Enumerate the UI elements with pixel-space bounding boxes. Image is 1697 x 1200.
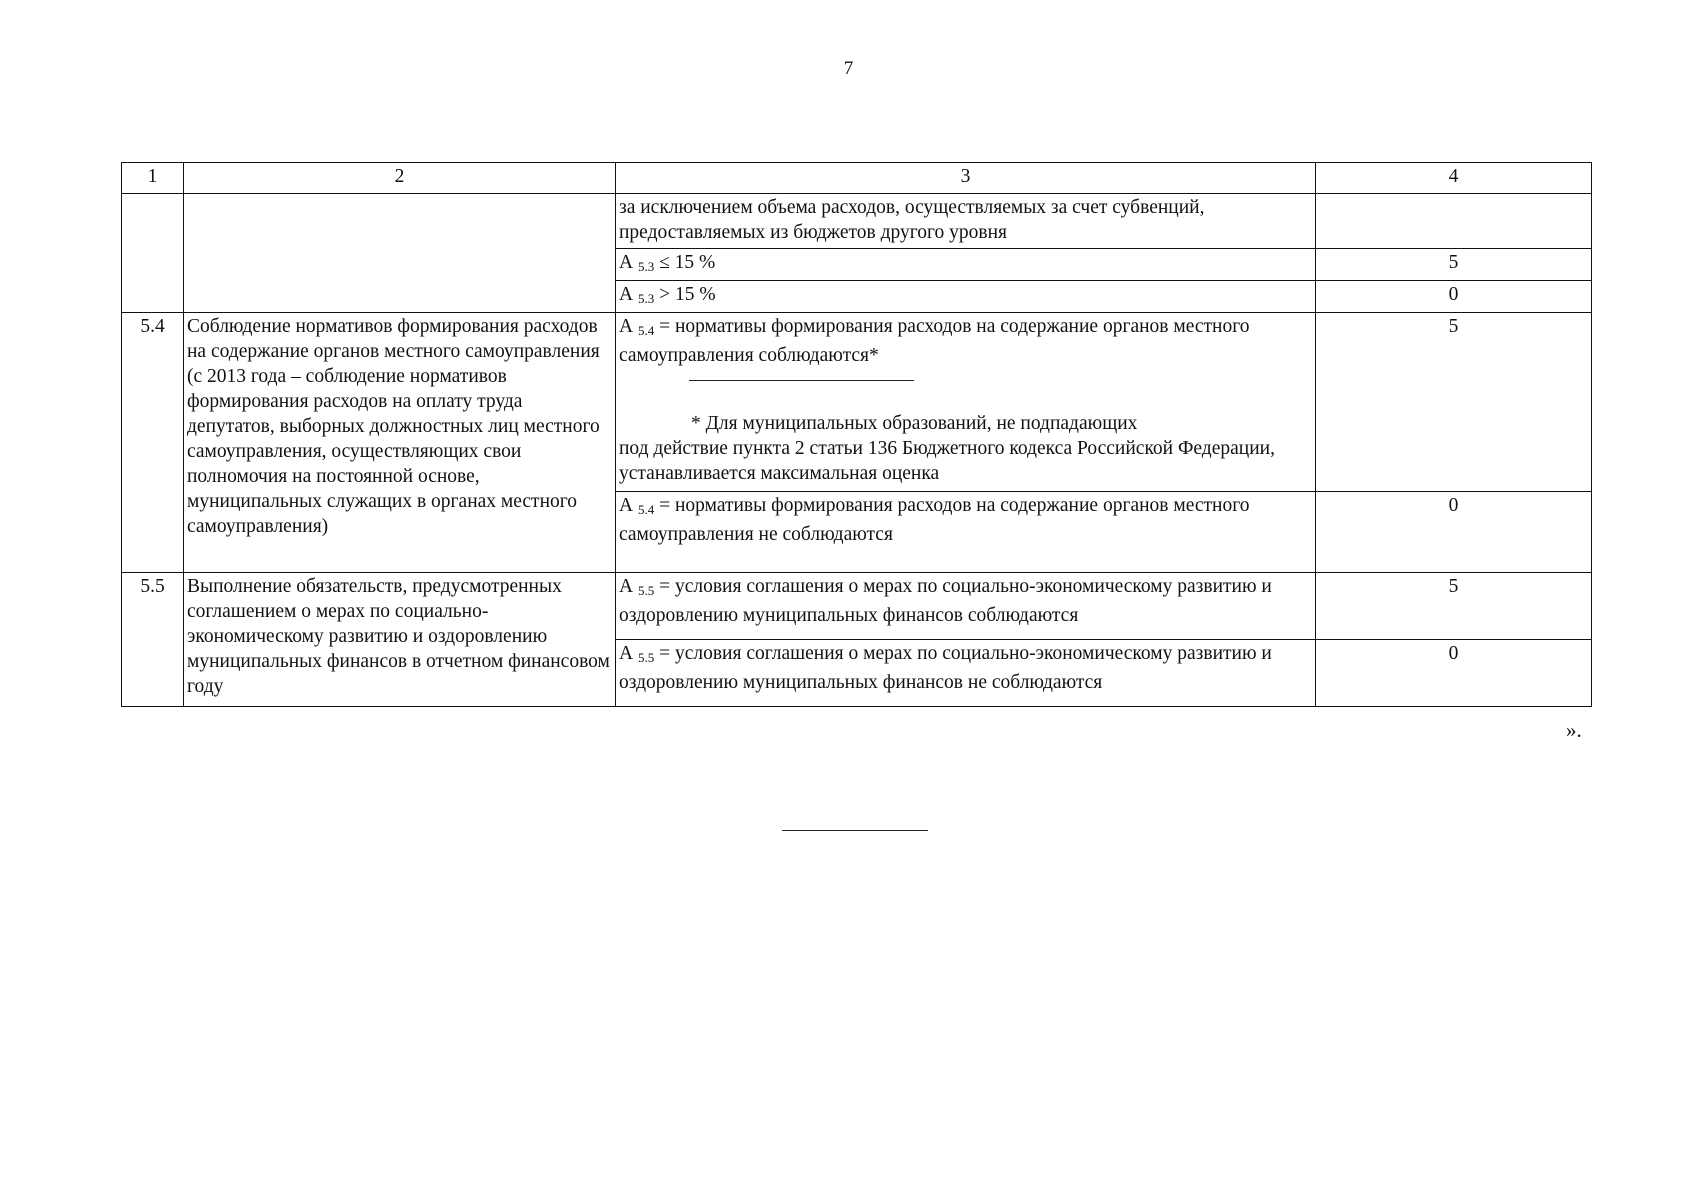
- score-cell: 5: [1316, 573, 1592, 640]
- row-number-cell: 5.5: [122, 573, 184, 707]
- score-cell: 5: [1316, 313, 1592, 492]
- indicator-subscript: 5.4: [637, 323, 655, 338]
- condition-text: = нормативы формирования расходов на содержание органов местного самоуправления не соблюдаются: [619, 495, 1250, 545]
- score-cell: 0: [1316, 281, 1592, 313]
- header-col-2: 2: [184, 163, 616, 194]
- condition-text: = нормативы формирования расходов на содержание органов местного самоуправления соблюдаются*: [619, 316, 1250, 366]
- indicator-prefix: А: [619, 252, 634, 273]
- row-number-cell: 5.4: [122, 313, 184, 573]
- score-cell: 0: [1316, 492, 1592, 573]
- end-separator-line: [782, 830, 928, 831]
- indicator-prefix: А: [619, 576, 634, 597]
- table-header-row: [122, 163, 1592, 194]
- condition-cell: [616, 573, 1316, 640]
- indicator-subscript: 5.5: [637, 650, 655, 665]
- condition-text: ≤ 15 %: [654, 252, 716, 273]
- header-col-3: 3: [616, 163, 1316, 194]
- indicator-subscript: 5.5: [637, 583, 655, 598]
- condition-text: = условия соглашения о мерах по социально-экономическому развитию и оздоровлению муниципальных финансов соблюдаются: [619, 576, 1272, 626]
- table-row: [122, 194, 1592, 249]
- header-col-4: 4: [1316, 163, 1592, 194]
- score-cell: 5: [1316, 249, 1592, 281]
- criterion-cell: Соблюдение нормативов формирования расходов на содержание органов местного самоуправления (с 2013 года – соблюдение нормативов формирования расходов на оплату труда депутатов, выборных должностных лиц местного самоуправления, осуществляющих свои полномочия на постоянной основе, муниципальных служащих в органах местного самоуправления): [184, 313, 616, 573]
- condition-cell: [616, 313, 1316, 492]
- condition-cell: [616, 281, 1316, 313]
- table-row: [122, 573, 1592, 640]
- page-number: 7: [843, 58, 854, 79]
- closing-quote-mark: ».: [1566, 718, 1582, 742]
- score-cell: 0: [1316, 640, 1592, 707]
- criterion-cell: [184, 194, 616, 313]
- indicator-prefix: А: [619, 284, 634, 305]
- indicator-prefix: А: [619, 316, 634, 337]
- table-row: [122, 313, 1592, 492]
- row-number-cell: [122, 194, 184, 313]
- footnote: [619, 411, 1312, 486]
- footnote-line: * Для муниципальных образований, не подпадающих: [691, 413, 1138, 434]
- criterion-cell: Выполнение обязательств, предусмотренных соглашением о мерах по социально-экономическому развитию и оздоровлению муниципальных финансов в отчетном финансовом году: [184, 573, 616, 707]
- condition-cell: [616, 249, 1316, 281]
- condition-cell: [616, 492, 1316, 573]
- condition-cell: за исключением объема расходов, осуществляемых за счет субвенций, предоставляемых из бюджетов другого уровня: [616, 194, 1316, 249]
- indicator-subscript: 5.3: [637, 291, 655, 306]
- footnote-separator: [689, 380, 914, 381]
- header-col-1: 1: [122, 163, 184, 194]
- condition-text: > 15 %: [654, 284, 716, 305]
- indicator-subscript: 5.3: [637, 259, 655, 274]
- score-cell: [1316, 194, 1592, 249]
- footnote-line: под действие пункта 2 статьи 136 Бюджетного кодекса Российской Федерации, устанавливается максимальная оценка: [619, 438, 1275, 484]
- indicator-subscript: 5.4: [637, 502, 655, 517]
- criteria-table: [121, 162, 1592, 707]
- condition-text: = условия соглашения о мерах по социально-экономическому развитию и оздоровлению муниципальных финансов не соблюдаются: [619, 643, 1272, 693]
- indicator-prefix: А: [619, 495, 634, 516]
- indicator-prefix: А: [619, 643, 634, 664]
- condition-cell: [616, 640, 1316, 707]
